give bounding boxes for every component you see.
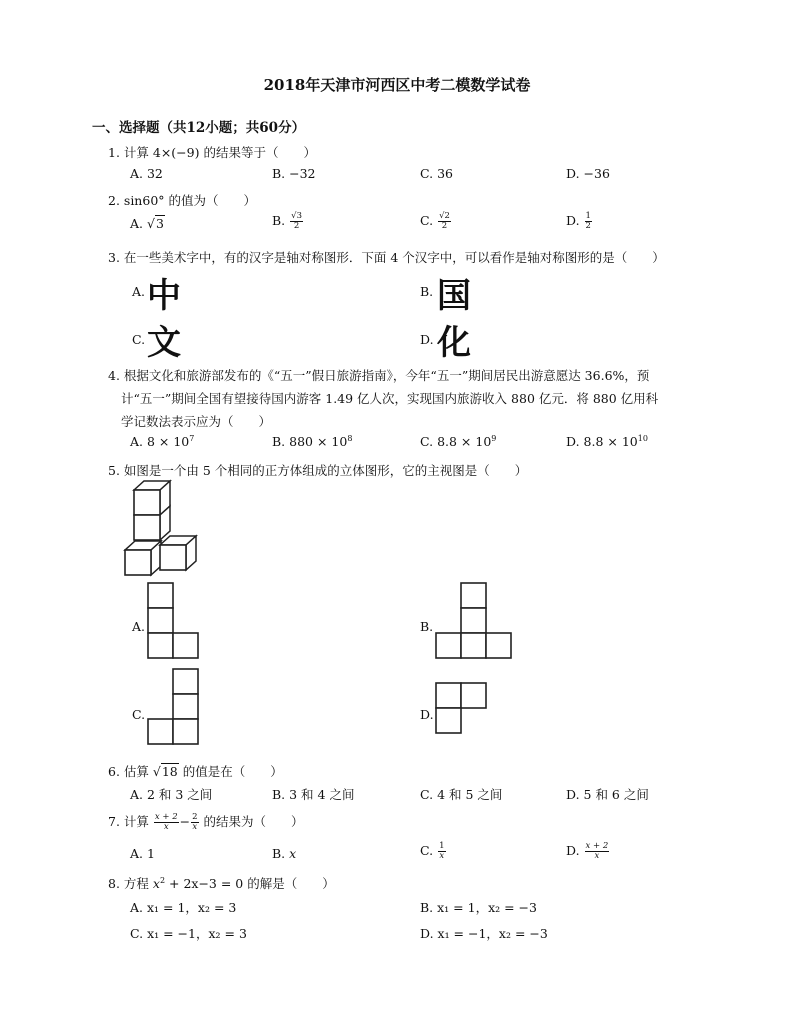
q7-option-b: B. x	[272, 846, 297, 861]
question-5-stem: 5. 如图是一个由 5 个相同的正方体组成的立体图形，它的主视图是（ ）	[108, 463, 528, 478]
q5-option-c-label: C.	[132, 707, 146, 722]
q5-option-c-figure	[146, 668, 202, 748]
q7-option-c: C. $\frac{1}{x}$	[420, 841, 445, 861]
q5-option-d-label: D.	[420, 707, 434, 722]
question-3-stem: 3. 在一些美术字中，有的汉字是轴对称图形．下面 4 个汉字中，可以看作是轴对称图形的是（ ）	[108, 250, 665, 265]
section-heading: 一、选择题（共12小题；共60分）	[92, 120, 306, 136]
question-8-stem: 8. 方程 $x^2 + 2x-3 = 0$ 的解是（ ）	[108, 875, 335, 891]
q6-option-b: B. 3 和 4 之间	[272, 787, 355, 802]
q5-option-d-figure	[434, 680, 492, 738]
q6-option-d: D. 5 和 6 之间	[566, 787, 649, 802]
q5-option-b-figure	[434, 582, 514, 662]
q5-option-a-figure	[146, 582, 202, 662]
q2-option-b: B. $\frac{√3}{2}$	[272, 211, 302, 231]
question-4-line-1: 4. 根据文化和旅游部发布的《“五一”假日旅游指南》，今年“五一”期间居民出游意愿达 36.6%，预	[108, 368, 650, 383]
q5-option-b-label: B.	[420, 619, 434, 634]
q8-option-d: D. x₁ = −1，x₂ = −3	[420, 926, 548, 941]
question-6-stem: 6. 估算 √18 的值是在（ ）	[108, 764, 283, 779]
q5-solid-figure	[120, 478, 202, 582]
q1-option-c: C. 36	[420, 166, 453, 181]
question-7-stem: 7. 计算 $\frac{x + 2}{x}$ − $\frac{2}{x}$ 的结果为（ ）	[108, 812, 304, 832]
q5-option-a-label: A.	[132, 619, 146, 634]
q3-option-c-label: C.	[132, 332, 146, 347]
q1-option-d: D. −36	[566, 166, 610, 181]
q2-option-c: C. $\frac{√2}{2}$	[420, 211, 450, 231]
q3-option-d-label: D.	[420, 332, 434, 347]
question-4-line-3: 学记数法表示应为（ ）	[121, 414, 272, 429]
page-title: 2018年天津市河西区中考二模数学试卷	[263, 76, 531, 94]
q1-option-a: A. 32	[130, 166, 163, 181]
q8-option-b: B. x₁ = 1，x₂ = −3	[420, 900, 537, 915]
q4-option-a: A. $8 \times 10^7$	[130, 434, 195, 450]
q3-option-a-label: A.	[132, 284, 146, 299]
question-1-stem: 1. 计算 4×(−9) 的结果等于（ ）	[108, 145, 316, 160]
q3-char-zhong: 中	[147, 276, 181, 316]
q3-option-b-label: B.	[420, 284, 434, 299]
q8-option-a: A. x₁ = 1，x₂ = 3	[130, 900, 237, 915]
q4-option-d: D. $8.8 \times 10^{10}$	[566, 434, 648, 450]
q6-option-a: A. 2 和 3 之间	[130, 787, 213, 802]
q8-option-c: C. x₁ = −1，x₂ = 3	[130, 926, 247, 941]
q2-option-a: A. √3	[130, 216, 164, 231]
q1-option-b: B. −32	[272, 166, 316, 181]
q7-option-a: A. 1	[130, 846, 155, 861]
q3-char-hua: 化	[437, 323, 471, 363]
q3-char-guo: 国	[437, 276, 471, 316]
question-4-line-2: 计“五一”期间全国有望接待国内游客 1.49 亿人次，实现国内旅游收入 880 亿元．将 880 亿用科	[121, 391, 659, 406]
question-2-stem: 2. sin60° 的值为（ ）	[108, 193, 256, 208]
q4-option-b: B. $880 \times 10^8$	[272, 434, 353, 450]
q4-option-c: C. $8.8 \times 10^9$	[420, 434, 497, 450]
q6-option-c: C. 4 和 5 之间	[420, 787, 503, 802]
q7-option-d: D. $\frac{x + 2}{x}$	[566, 841, 609, 861]
q2-option-d: D. $\frac{1}{2}$	[566, 211, 591, 231]
q3-char-wen: 文	[147, 323, 181, 363]
